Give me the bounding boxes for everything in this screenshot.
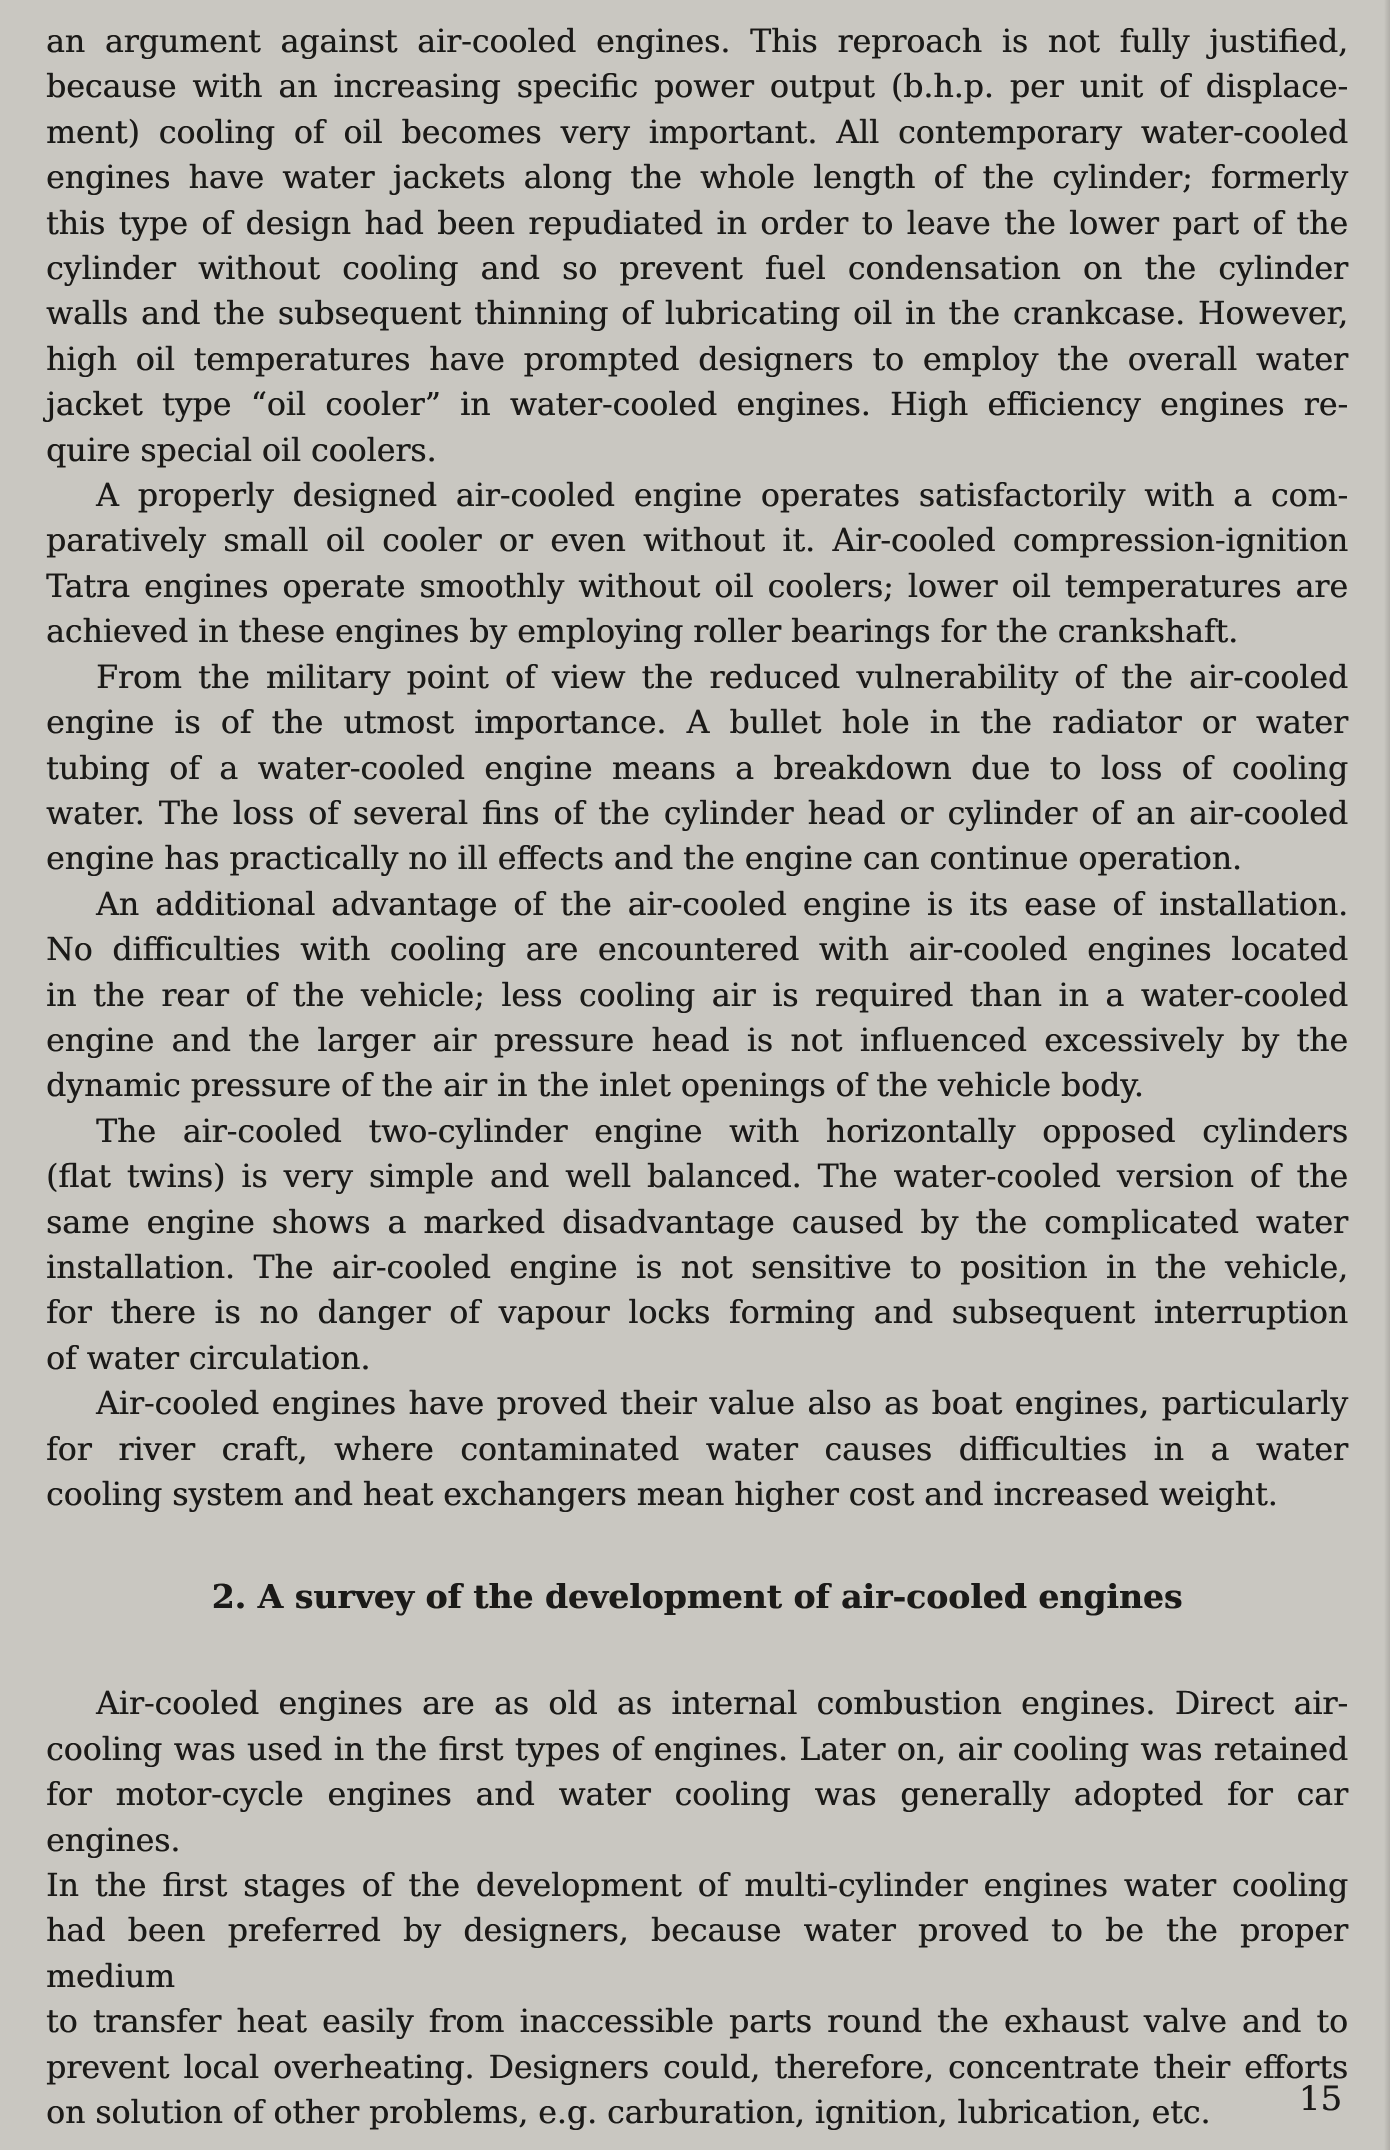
text-line: for motor-cycle engines and water cooling was generally adopted for car engines. <box>46 1777 1348 1859</box>
paragraph <box>46 883 1348 1110</box>
text-line: engine and the larger air pressure head is not influenced excessively by the <box>46 1022 1348 1059</box>
text-line: engine is of the utmost importance. A bullet hole in the radiator or water <box>46 705 1348 742</box>
text-line: Air-cooled engines have proved their value also as boat engines, particularly <box>96 1386 1348 1423</box>
text-line: A properly designed air-cooled engine operates satisfactorily with a com- <box>96 478 1348 515</box>
text-line: engines have water jackets along the whole length of the cylinder; formerly <box>46 160 1348 197</box>
text-line: cooling system and heat exchangers mean higher cost and increased weight. <box>46 1477 1278 1513</box>
text-line: water. The loss of several fins of the cylinder head or cylinder of an air-cooled <box>46 795 1348 832</box>
text-line: in the rear of the vehicle; less cooling air is required than in a water-cooled <box>46 977 1348 1014</box>
text-line: cooling was used in the first types of engines. Later on, air cooling was retained <box>46 1731 1348 1768</box>
text-line: tubing of a water-cooled engine means a breakdown due to loss of cooling <box>46 750 1348 787</box>
paragraph <box>46 656 1348 883</box>
text-line: of water circulation. <box>46 1340 371 1377</box>
text-line: paratively small oil cooler or even without it. Air-cooled compression-ignition <box>46 523 1348 560</box>
text-line: dynamic pressure of the air in the inlet openings of the vehicle body. <box>46 1068 1144 1105</box>
text-line: ment) cooling of oil becomes very important. All contemporary water-cooled <box>46 114 1348 151</box>
section-heading: 2. A survey of the development of air-cooled engines <box>211 1577 1183 1617</box>
text-line: From the military point of view the reduced vulnerability of the air-cooled <box>96 659 1348 696</box>
text-line: quire special oil coolers. <box>46 432 437 469</box>
text-line: engine has practically no ill effects and the engine can continue operation. <box>46 841 1242 878</box>
paragraph <box>46 1110 1348 1382</box>
text-line: high oil temperatures have prompted designers to employ the overall water <box>46 341 1348 378</box>
text-line: same engine shows a marked disadvantage caused by the complicated water <box>46 1204 1348 1241</box>
text-line: had been preferred by designers, because water proved to be the proper medium <box>46 1913 1348 1995</box>
text-line: walls and the subsequent thinning of lubricating oil in the crankcase. However, <box>46 296 1348 333</box>
paragraph <box>46 20 1348 474</box>
text-line: an argument against air-cooled engines. This reproach is not fully justified, <box>46 24 1348 60</box>
text-line: installation. The air-cooled engine is not sensitive to position in the vehicle, <box>46 1249 1348 1286</box>
paragraph <box>46 474 1348 656</box>
text-line: because with an increasing specific power output (b.h.p. per unit of displace- <box>46 69 1348 106</box>
text-block <box>46 20 1348 2136</box>
text-line: In the first stages of the development of multi-cylinder engines water cooling <box>46 1868 1348 1905</box>
paragraph <box>46 1382 1348 1518</box>
text-line: No difficulties with cooling are encountered with air-cooled engines located <box>46 932 1348 969</box>
page-number: 15 <box>1298 2079 1342 2119</box>
text-line: on solution of other problems, e.g. carburation, ignition, lubrication, etc. <box>46 2095 1211 2132</box>
text-line: this type of design had been repudiated in order to leave the lower part of the <box>46 205 1348 242</box>
text-line: cylinder without cooling and so prevent fuel condensation on the cylinder <box>46 251 1348 288</box>
text-line: for there is no danger of vapour locks forming and subsequent interruption <box>46 1295 1348 1332</box>
text-line: (flat twins) is very simple and well balanced. The water-cooled version of the <box>46 1159 1348 1196</box>
text-line: achieved in these engines by employing roller bearings for the crankshaft. <box>46 614 1239 651</box>
text-line: to transfer heat easily from inaccessible parts round the exhaust valve and to <box>46 2004 1348 2041</box>
text-line: prevent local overheating. Designers could, therefore, concentrate their efforts <box>46 2049 1348 2086</box>
text-line: Air-cooled engines are as old as internal combustion engines. Direct air- <box>96 1686 1348 1723</box>
text-line: An additional advantage of the air-cooled engine is its ease of installation. <box>96 886 1348 923</box>
paragraph <box>46 1682 1348 2136</box>
text-line: jacket type “oil cooler” in water-cooled engines. High efficiency engines re- <box>46 387 1348 424</box>
text-line: for river craft, where contaminated water causes difficulties in a water <box>46 1431 1348 1468</box>
text-line: The air-cooled two-cylinder engine with horizontally opposed cylinders <box>96 1113 1348 1150</box>
text-line: Tatra engines operate smoothly without oil coolers; lower oil temperatures are <box>46 568 1348 605</box>
